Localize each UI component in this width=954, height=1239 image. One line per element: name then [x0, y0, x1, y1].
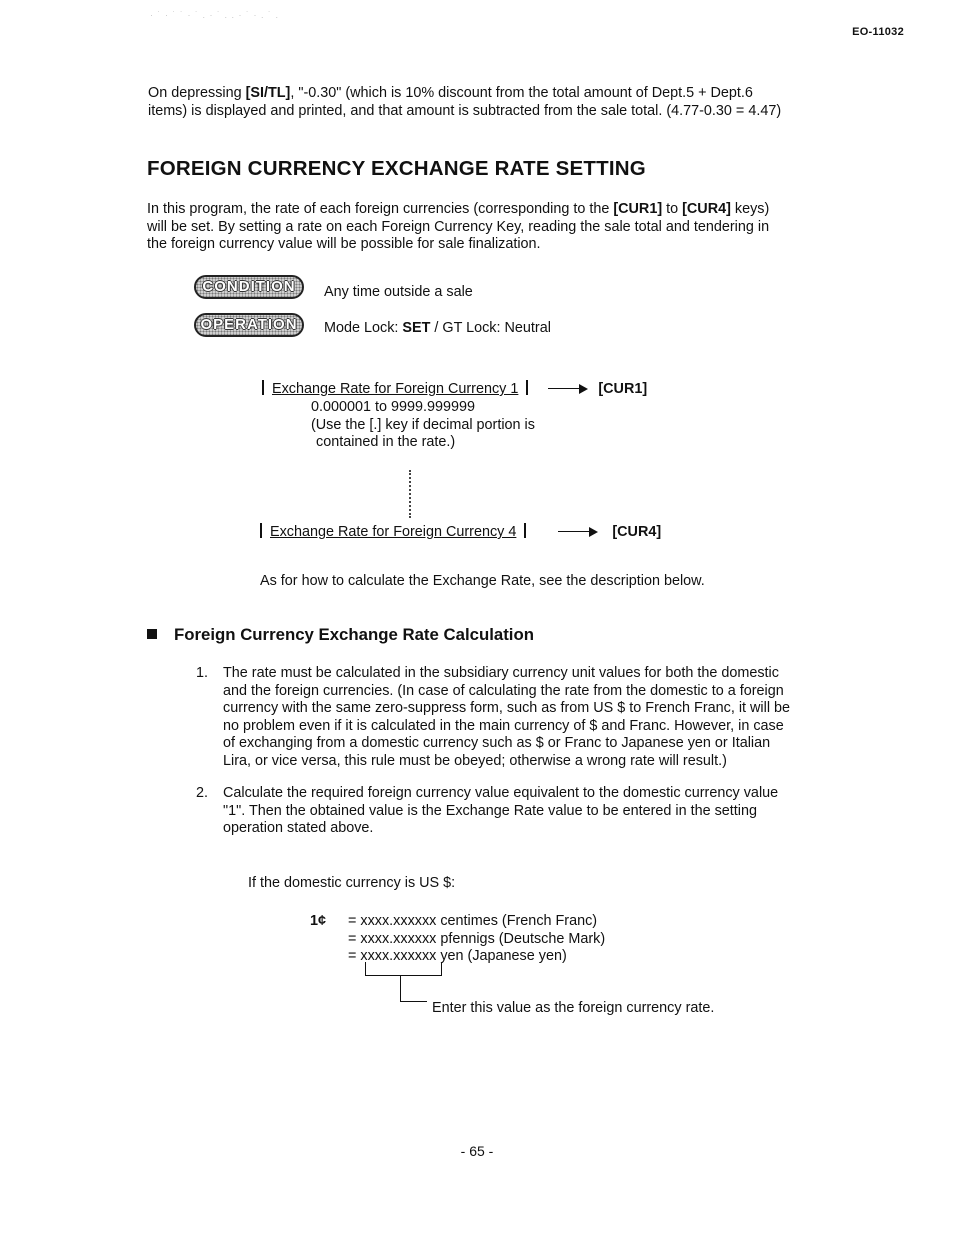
- item-2-line: operation stated above.: [223, 820, 374, 836]
- item-1-text: [223, 665, 853, 770]
- item-1-line: The rate must be calculated in the subsidiary currency unit values for both the domestic: [223, 665, 779, 681]
- conversion-row: = xxxx.xxxxxx yen (Japanese yen): [348, 948, 567, 964]
- item-2-line: "1". Then the obtained value is the Exchange Rate value to be entered in the setting: [223, 802, 757, 819]
- set-mode: SET: [402, 320, 431, 336]
- cur4-key: [CUR4]: [682, 201, 731, 217]
- item-2-line: Calculate the required foreign currency value equivalent to the domestic currency value: [223, 785, 779, 801]
- procedure-footnote: As for how to calculate the Exchange Rate, see the description below.: [260, 573, 705, 589]
- scan-smudge: · ˙ · ˙ ˙ · ˙ . · ˙ . . · ˙ · . ˙ .: [150, 10, 279, 20]
- item-1-line: and the foreign currencies. (In case of calculating the rate from the domestic to a foreign: [223, 682, 784, 699]
- bracket-note: Enter this value as the foreign currency rate.: [432, 1000, 715, 1016]
- entry-bar-left: [260, 523, 262, 538]
- section-description: [147, 201, 867, 254]
- arrow-icon: [548, 388, 586, 390]
- section-title: FOREIGN CURRENCY EXCHANGE RATE SETTING: [147, 157, 646, 180]
- bracket-pointer: [400, 975, 427, 1002]
- value-bracket: [365, 962, 442, 976]
- sitl-key: [SI/TL]: [245, 85, 291, 101]
- desc-line-1: In this program, the rate of each foreign currencies (corresponding to the [CUR1] to [CUR4] keys): [147, 201, 770, 217]
- desc-line-3: the foreign currency value will be possible for sale finalization.: [147, 236, 541, 252]
- decimal-note-line-2: contained in the rate.): [316, 434, 456, 450]
- item-1-line: Lira, or vice versa, this rule must be obeyed; otherwise a wrong rate will result.): [223, 752, 727, 769]
- conversion-row: = xxxx.xxxxxx pfennigs (Deutsche Mark): [348, 930, 606, 947]
- continuation-dots: [409, 470, 413, 518]
- step-4-key: [CUR4]: [612, 524, 662, 540]
- step-1-label: Exchange Rate for Foreign Currency 1: [272, 381, 519, 397]
- arrow-icon: [558, 531, 596, 533]
- document-id: EO-11032: [852, 26, 904, 38]
- operation-badge: OPERATION: [194, 313, 304, 337]
- step-1-key: [CUR1]: [598, 381, 648, 397]
- entry-bar-left: [262, 380, 264, 395]
- rate-range: 0.000001 to 9999.999999: [311, 399, 476, 415]
- desc-line-2: will be set. By setting a rate on each Foreign Currency Key, reading the sale total and tendering in: [147, 218, 770, 235]
- intro-line-2: items) is displayed and printed, and that amount is subtracted from the sale total. (4.77-0.30 = 4.47): [148, 102, 782, 119]
- item-1-line: currency with the same zero-suppress form, such as from US $ to French Franc, it will be: [223, 700, 791, 716]
- intro-paragraph: [148, 85, 868, 120]
- conversion-row: = xxxx.xxxxxx centimes (French Franc): [348, 913, 598, 929]
- square-bullet-icon: [147, 629, 157, 639]
- item-1-line: no problem even if it is calculated in the main currency of $ and Franc. However, in case: [223, 717, 784, 734]
- entry-bar-right: [524, 523, 526, 538]
- condition-badge: CONDITION: [194, 275, 304, 299]
- page-number: - 65 -: [460, 1143, 494, 1159]
- step-4-label: Exchange Rate for Foreign Currency 4: [270, 524, 517, 540]
- cent-unit: 1¢: [310, 913, 327, 929]
- conversion-rows: [348, 913, 605, 966]
- operation-text: Mode Lock: SET / GT Lock: Neutral: [324, 320, 551, 336]
- entry-bar-right: [526, 380, 528, 395]
- procedure-step-4: [260, 523, 661, 542]
- item-1-number: 1.: [196, 665, 209, 681]
- item-2-text: [223, 785, 853, 838]
- step-1-details: [311, 399, 535, 452]
- example-intro: If the domestic currency is US $:: [248, 875, 456, 891]
- intro-line-1: On depressing [SI/TL], "-0.30" (which is 10% discount from the total amount of Dept.5 + Dept.6: [148, 85, 753, 101]
- calc-title: Foreign Currency Exchange Rate Calculation: [174, 625, 534, 644]
- decimal-note-line-1: (Use the [.] key if decimal portion is: [311, 416, 535, 433]
- procedure-step-1: [262, 380, 647, 399]
- item-2-number: 2.: [196, 785, 209, 801]
- condition-text: Any time outside a sale: [324, 284, 473, 300]
- cur1-key: [CUR1]: [613, 201, 663, 217]
- item-1-line: of exchanging from a domestic currency such as $ or Franc to Japanese yen or Italian: [223, 735, 771, 751]
